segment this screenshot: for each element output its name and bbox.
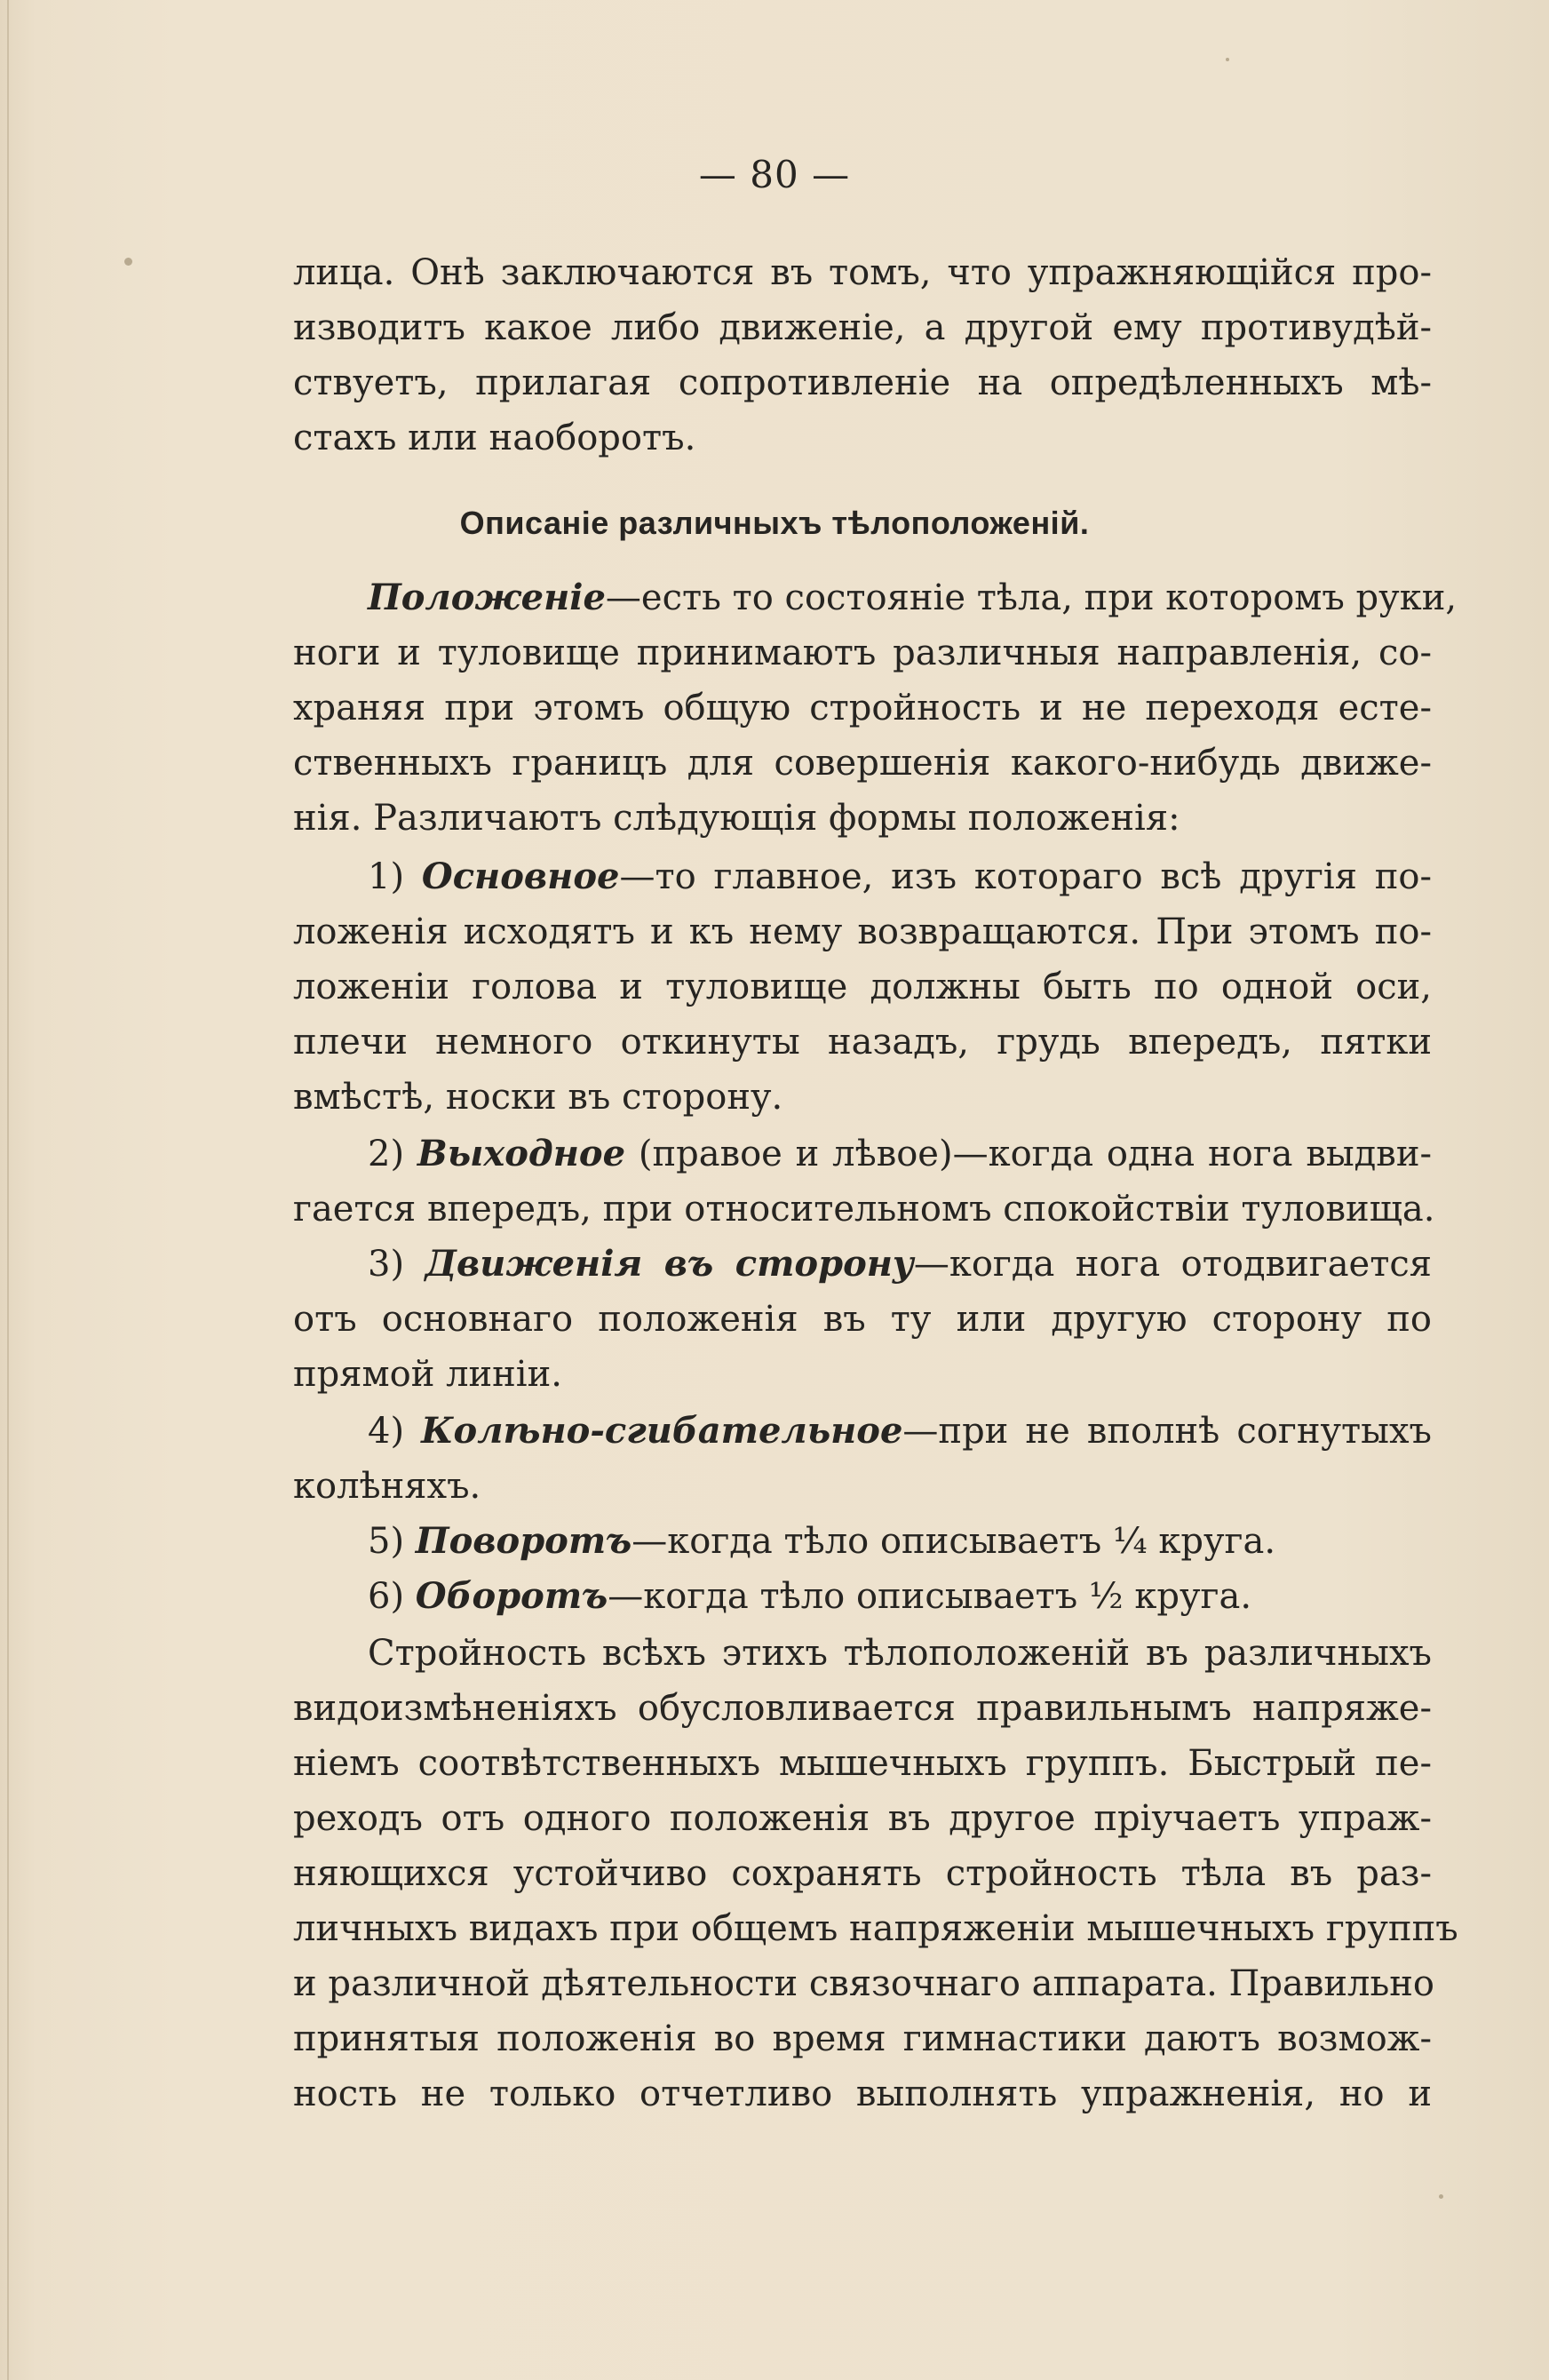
text-line: няющихся устойчиво сохранять стройность тѣла въ раз- [293, 1853, 1432, 1894]
text-line: принятыя положенія во время гимнастики даютъ возмож- [293, 2018, 1432, 2059]
item-number: 4) [368, 1411, 405, 1452]
text-span: —то главное, изъ котораго всѣ другія по- [619, 856, 1432, 897]
paper-speck [124, 258, 132, 266]
text-span: (правое и лѣвое)—когда одна нога выдви- [625, 1134, 1432, 1174]
text-line: реходъ отъ одного положенія въ другое пріучаетъ упраж- [293, 1798, 1432, 1839]
item-term: Движенія въ сторону [425, 1243, 914, 1285]
text-span: —когда тѣло описываетъ ¼ круга. [632, 1521, 1276, 1562]
text-line [293, 1237, 1432, 1292]
text-line: отъ основнаго положенія въ ту или другую сторону по [293, 1299, 1432, 1340]
text-line [293, 1514, 1432, 1569]
text-line: стахъ или наоборотъ. [293, 418, 696, 458]
text-span: —есть то состояніе тѣла, при которомъ руки, [605, 577, 1458, 618]
text-line: видоизмѣненіяхъ обусловливается правильнымъ напряже- [293, 1688, 1432, 1729]
item-term: Выходное [417, 1133, 626, 1174]
text-line: и различной дѣятельности связочнаго аппарата. Правильно [293, 1963, 1434, 2004]
text-line: ственныхъ границъ для совершенія какого-нибудь движе- [293, 743, 1432, 784]
text-line: лица. Онѣ заключаются въ томъ, что упражняющійся про- [293, 252, 1432, 293]
paper-speck [1226, 58, 1229, 61]
text-span: —при не вполнѣ согнутыхъ [902, 1411, 1432, 1452]
text-line: ноги и туловище принимаютъ различныя направленія, со- [293, 633, 1432, 673]
item-term: Оборотъ [415, 1575, 608, 1617]
text-line: ложенія исходятъ и къ нему возвращаются. При этомъ по- [293, 911, 1432, 952]
item-number: 5) [368, 1521, 405, 1562]
text-line: вмѣстѣ, носки въ сторону. [293, 1077, 783, 1118]
text-line [293, 570, 1458, 625]
text-line: Стройность всѣхъ этихъ тѣлоположеній въ различныхъ [368, 1633, 1432, 1674]
text-line: колѣняхъ. [293, 1466, 481, 1507]
text-line: ложеніи голова и туловище должны быть по одной оси, [293, 967, 1432, 1007]
text-line [293, 849, 1432, 904]
item-number: 6) [368, 1576, 405, 1617]
item-number: 3) [368, 1244, 405, 1285]
text-line: плечи немного откинуты назадъ, грудь впередъ, пятки [293, 1022, 1432, 1063]
page-number: — 80 — [698, 153, 851, 196]
item-term: Основное [421, 856, 620, 897]
text-line [293, 1404, 1432, 1459]
term-polozhenie: Положеніе [368, 577, 606, 618]
text-line: храняя при этомъ общую стройность и не переходя есте- [293, 688, 1432, 728]
text-line: гается впередъ, при относительномъ спокойствіи туловища. [293, 1189, 1435, 1230]
page-edge [7, 0, 9, 2380]
text-line: изводитъ какое либо движеніе, а другой ему противудѣй- [293, 307, 1432, 348]
text-line [293, 1569, 1432, 1624]
item-number: 1) [368, 856, 405, 897]
text-line: нія. Различаютъ слѣдующія формы положенія: [293, 798, 1180, 839]
text-line: ніемъ соотвѣтственныхъ мышечныхъ группъ. Быстрый пе- [293, 1743, 1432, 1784]
text-line: прямой линіи. [293, 1354, 562, 1395]
text-line: ность не только отчетливо выполнять упражненія, но и [293, 2074, 1432, 2114]
text-line: ствуетъ, прилагая сопротивленіе на опредѣленныхъ мѣ- [293, 362, 1432, 403]
text-span: —когда нога отодвигается [913, 1244, 1432, 1285]
section-heading: Описаніе различныхъ тѣлоположеній. [459, 505, 1090, 541]
item-term: Поворотъ [415, 1520, 632, 1562]
text-line: личныхъ видахъ при общемъ напряженіи мышечныхъ группъ [293, 1908, 1458, 1949]
item-number: 2) [368, 1134, 405, 1174]
paper-speck [1439, 2194, 1443, 2199]
item-term: Колѣно-сгибательное [421, 1410, 903, 1452]
text-line [293, 1126, 1432, 1182]
text-span: —когда тѣло описываетъ ½ круга. [608, 1576, 1252, 1617]
